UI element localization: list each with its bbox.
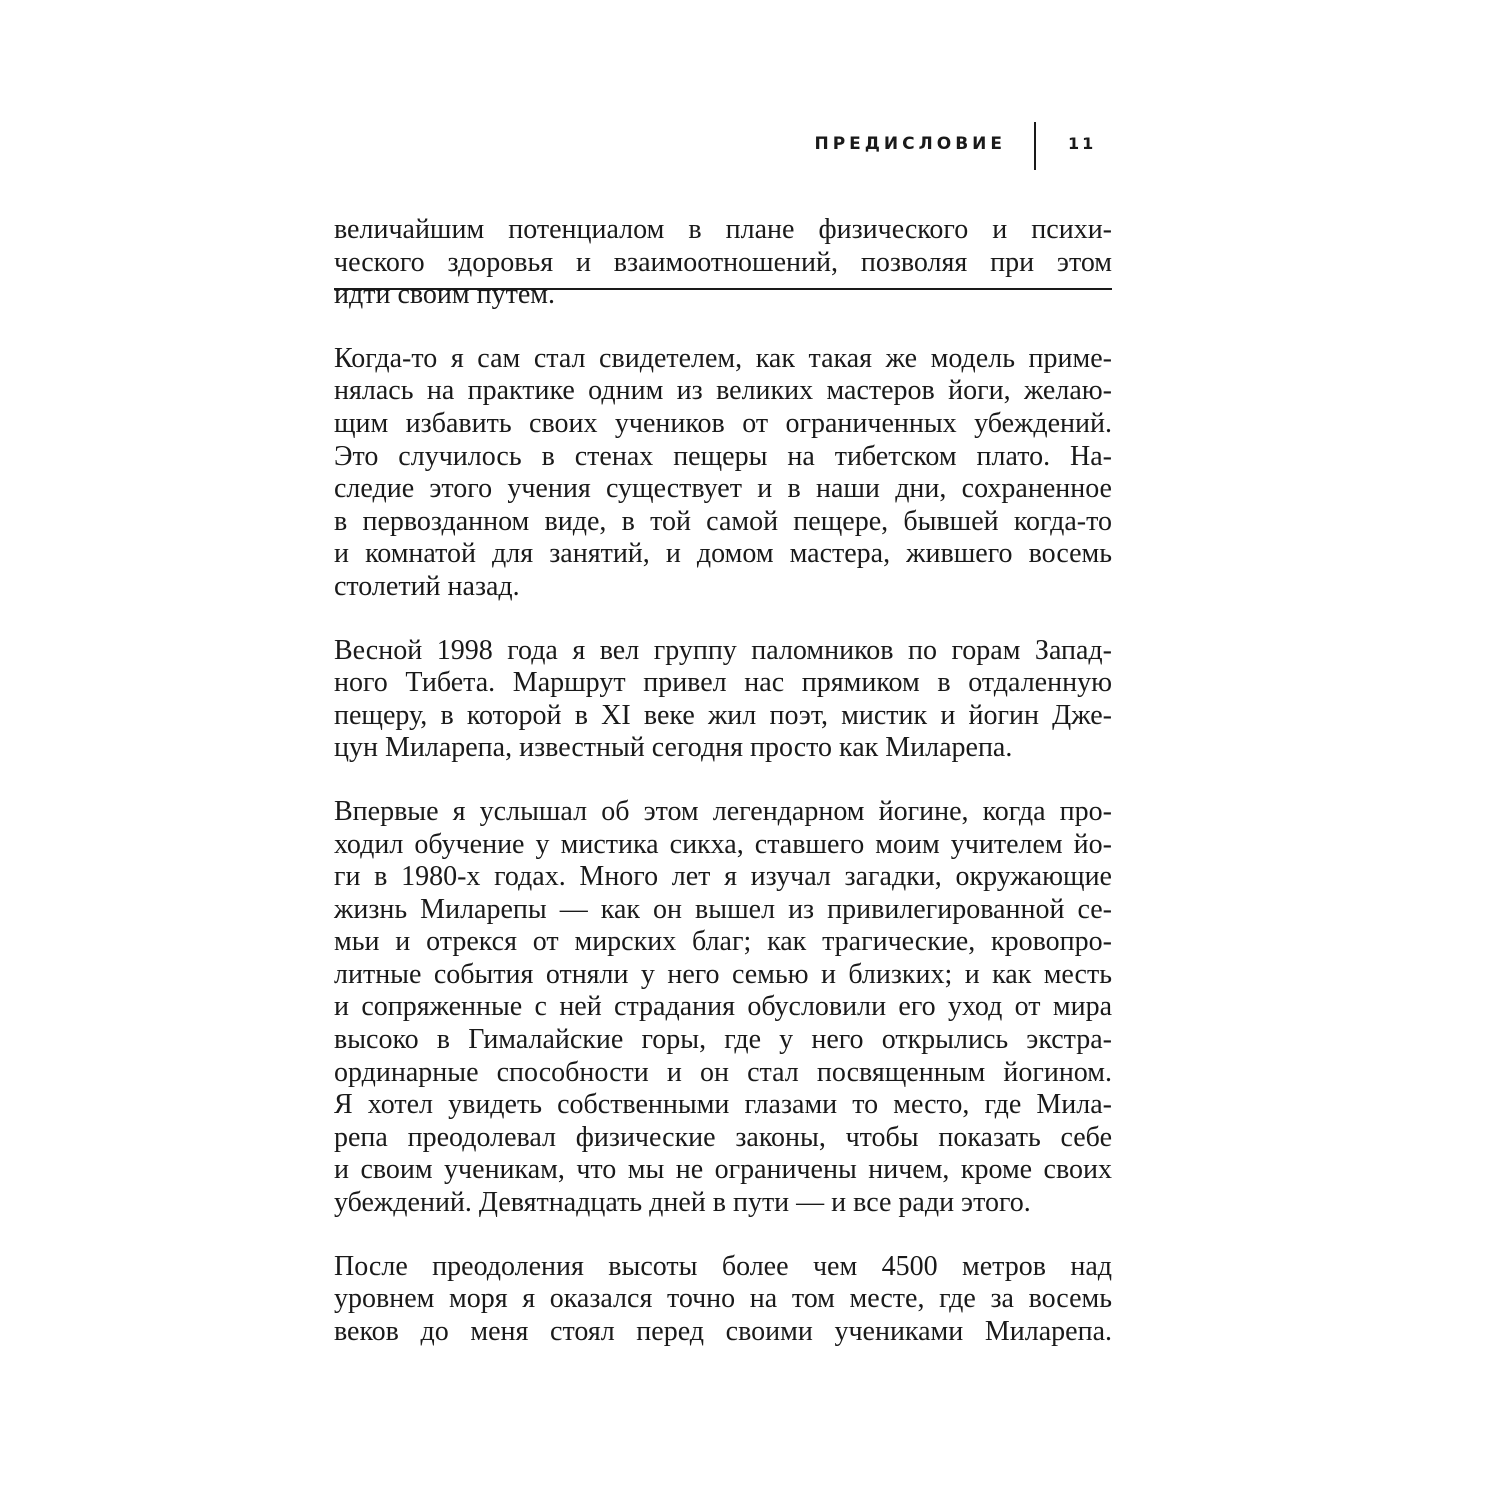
text-line: ческого здоровья и взаимоотношений, позволяя при этом [334,246,1112,278]
text-line: в первозданном виде, в той самой пещере, бывшей когда-то [334,505,1112,537]
text-line: цун Миларепа, известный сегодня просто как Миларепа. [334,732,1013,764]
header-divider [1034,122,1036,170]
body-text [334,214,1112,1379]
paragraph [334,214,1112,312]
paragraph [334,1251,1112,1349]
text-line: литные события отняли у него семью и близких; и как месть [334,958,1112,990]
page-number: 11 [1068,134,1097,153]
text-line: Весной 1998 года я вел группу паломников по горам Запад- [334,634,1112,666]
paragraph [334,635,1112,765]
text-line: величайшим потенциалом в плане физического и психи- [334,214,1112,245]
text-line: жизнь Миларепы — как он вышел из привилегированной се- [334,893,1112,925]
section-title: ПРЕДИСЛОВИЕ [814,134,1006,154]
text-line: Я хотел увидеть собственными глазами то место, где Мила- [334,1089,1112,1121]
book-page [334,0,1112,1500]
text-line: убеждений. Девятнадцать дней в пути — и все ради этого. [334,1187,1031,1219]
text-line: мьи и отрекся от мирских благ; как трагические, кровопро- [334,926,1112,958]
paragraph [334,796,1112,1220]
text-line: ходил обучение у мистика сикха, ставшего моим учителем йо- [334,828,1112,860]
text-line: нялась на практике одним из великих мастеров йоги, желаю- [334,375,1112,407]
text-line: ги в 1980-х годах. Много лет я изучал загадки, окружающие [334,861,1112,893]
text-line: пещеру, в которой в XI веке жил поэт, мистик и йогин Дже- [334,699,1112,731]
text-line: Это случилось в стенах пещеры на тибетском плато. На- [334,440,1112,472]
text-line: уровнем моря я оказался точно на том месте, где за восемь [334,1283,1112,1315]
text-line: Впервые я услышал об этом легендарном йогине, когда про- [334,795,1112,827]
text-line: репа преодолевал физические законы, чтобы показать себе [334,1121,1112,1153]
text-line: щим избавить своих учеников от ограниченных убеждений. [334,407,1112,439]
text-line: столетий назад. [334,570,520,602]
text-line: ного Тибета. Маршрут привел нас прямиком в отдаленную [334,667,1112,699]
text-line: ординарные способности и он стал посвященным йогином. [334,1056,1112,1088]
paragraph [334,343,1112,604]
running-header [334,118,1112,172]
text-line: и своим ученикам, что мы не ограничены ничем, кроме своих [334,1154,1112,1186]
text-line: После преодоления высоты более чем 4500 метров над [334,1250,1112,1282]
text-line: следие этого учения существует и в наши дни, сохраненное [334,473,1112,505]
text-line: веков до меня стоял перед своими учениками Миларепа. [334,1315,1112,1347]
text-line: высоко в Гималайские горы, где у него открылись экстра- [334,1024,1112,1056]
text-line: и комнатой для занятий, и домом мастера, жившего восемь [334,538,1112,570]
text-line: Когда-то я сам стал свидетелем, как такая же модель приме- [334,342,1112,374]
text-line: и сопряженные с ней страдания обусловили его уход от мира [334,991,1112,1023]
text-line: идти своим путем. [334,279,555,311]
